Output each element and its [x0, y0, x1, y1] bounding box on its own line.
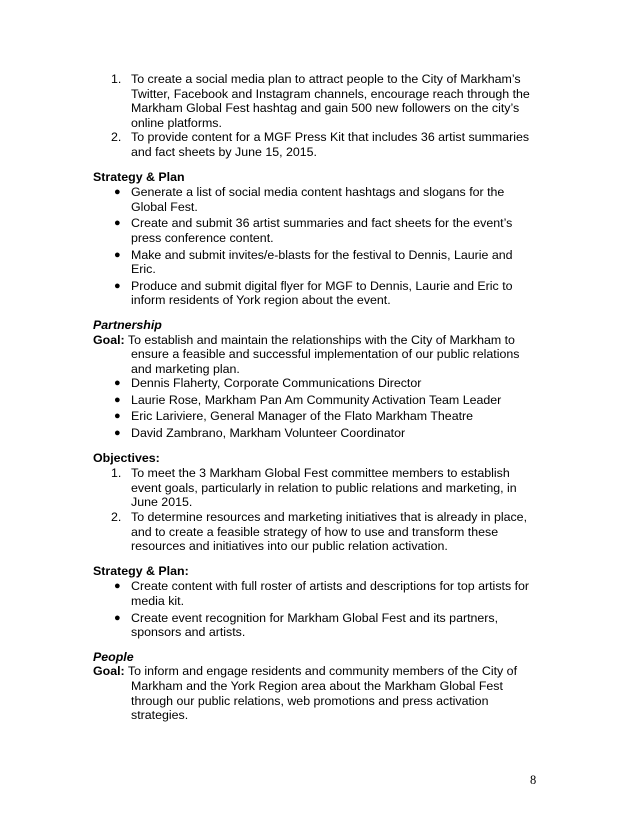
text-line: Eric. — [131, 262, 156, 277]
text-line: David Zambrano, Markham Volunteer Coordinator — [131, 426, 406, 441]
text-line: Create event recognition for Markham Global Fest and its partners, — [131, 610, 499, 625]
list-item — [93, 279, 543, 308]
objectives-list-1 — [93, 72, 543, 160]
goal-label: Goal: — [93, 332, 125, 347]
strategy-heading: Strategy & Plan — [93, 169, 185, 184]
strategy-heading: Strategy & Plan: — [93, 563, 189, 578]
page-content — [93, 72, 543, 723]
text-line: Create content with full roster of artists and descriptions for top artists for — [131, 579, 530, 594]
list-item — [93, 426, 543, 441]
list-item — [93, 393, 543, 408]
text-line: online platforms. — [131, 115, 222, 130]
bullet-icon: ● — [114, 410, 121, 423]
goal-text: To establish and maintain the relationships with the City of Markham to — [124, 332, 515, 347]
partnership-goal — [93, 333, 543, 377]
people-goal — [93, 664, 543, 722]
text-line: To determine resources and marketing initiatives that is already in place, — [131, 510, 528, 525]
objective-number: 1. — [111, 72, 122, 86]
text-line: To meet the 3 Markham Global Fest committee members to establish — [131, 466, 510, 481]
bullet-icon: ● — [114, 377, 121, 390]
people-title: People — [93, 649, 134, 664]
bullet-icon: ● — [114, 393, 121, 406]
objective-item — [93, 510, 543, 554]
goal-first-line — [93, 333, 543, 348]
list-item — [93, 409, 543, 424]
strategy-list-1 — [93, 185, 543, 308]
list-item — [93, 216, 543, 245]
text-line: Create and submit 36 artist summaries and fact sheets for the event’s — [131, 216, 513, 231]
bullet-icon: ● — [114, 580, 121, 593]
text-line: and to create a feasible strategy of how to use and transform these — [131, 524, 499, 539]
text-line: To provide content for a MGF Press Kit that includes 36 artist summaries — [131, 130, 530, 145]
list-item — [93, 611, 543, 640]
text-line: Generate a list of social media content hashtags and slogans for the — [131, 185, 505, 200]
bullet-icon: ● — [114, 186, 121, 199]
bullet-icon: ● — [114, 611, 121, 624]
text-line: Markham Global Fest hashtag and gain 500 new followers on the city’s — [131, 101, 520, 116]
text-line: and marketing plan. — [131, 361, 240, 376]
text-line: media kit. — [131, 594, 185, 608]
text-line: resources and initiatives into our public relation activation. — [131, 539, 448, 554]
text-line: To create a social media plan to attract people to the City of Markham’s — [131, 72, 521, 86]
goal-text: To inform and engage residents and community members of the City of — [124, 664, 518, 679]
strategy-list-2 — [93, 579, 543, 639]
text-line: inform residents of York region about the event. — [131, 293, 391, 308]
text-line: Laurie Rose, Markham Pan Am Community Activation Team Leader — [131, 392, 502, 407]
list-item — [93, 248, 543, 277]
bullet-icon: ● — [114, 279, 121, 292]
text-line: Dennis Flaherty, Corporate Communications Director — [131, 376, 422, 391]
bullet-icon: ● — [114, 248, 121, 261]
text-line: Twitter, Facebook and Instagram channels, encourage reach through the — [131, 86, 530, 101]
page-number: 8 — [530, 773, 537, 787]
text-line: Produce and submit digital flyer for MGF to Dennis, Laurie and Eric to — [131, 278, 513, 293]
partnership-title: Partnership — [93, 317, 162, 332]
text-line: press conference content. — [131, 230, 274, 245]
partner-list — [93, 376, 543, 440]
text-line: through our public relations, web promotions and press activation — [131, 693, 489, 708]
text-line: ensure a feasible and successful implementation of our public relations — [131, 347, 520, 362]
objective-number: 2. — [111, 130, 122, 145]
text-line: Global Fest. — [131, 199, 198, 214]
bullet-icon: ● — [114, 427, 121, 440]
list-item — [93, 376, 543, 391]
objective-number: 2. — [111, 510, 122, 525]
objectives-heading: Objectives: — [93, 450, 160, 465]
objective-item — [93, 72, 543, 130]
text-line: sponsors and artists. — [131, 625, 246, 640]
text-line: event goals, particularly in relation to public relations and marketing, in — [131, 480, 517, 495]
text-line: Make and submit invites/e-blasts for the festival to Dennis, Laurie and — [131, 247, 513, 262]
objective-item — [93, 466, 543, 510]
objective-number: 1. — [111, 466, 122, 481]
text-line: Markham and the York Region area about the Markham Global Fest — [131, 678, 503, 693]
list-item — [93, 185, 543, 214]
goal-label: Goal: — [93, 664, 125, 679]
objectives-list-2 — [93, 466, 543, 554]
objective-item — [93, 130, 543, 159]
goal-first-line — [93, 664, 543, 679]
text-line: Eric Lariviere, General Manager of the Flato Markham Theatre — [131, 409, 474, 424]
text-line: and fact sheets by June 15, 2015. — [131, 144, 317, 159]
list-item — [93, 579, 543, 608]
text-line: strategies. — [131, 708, 189, 723]
bullet-icon: ● — [114, 217, 121, 230]
text-line: June 2015. — [131, 495, 193, 510]
